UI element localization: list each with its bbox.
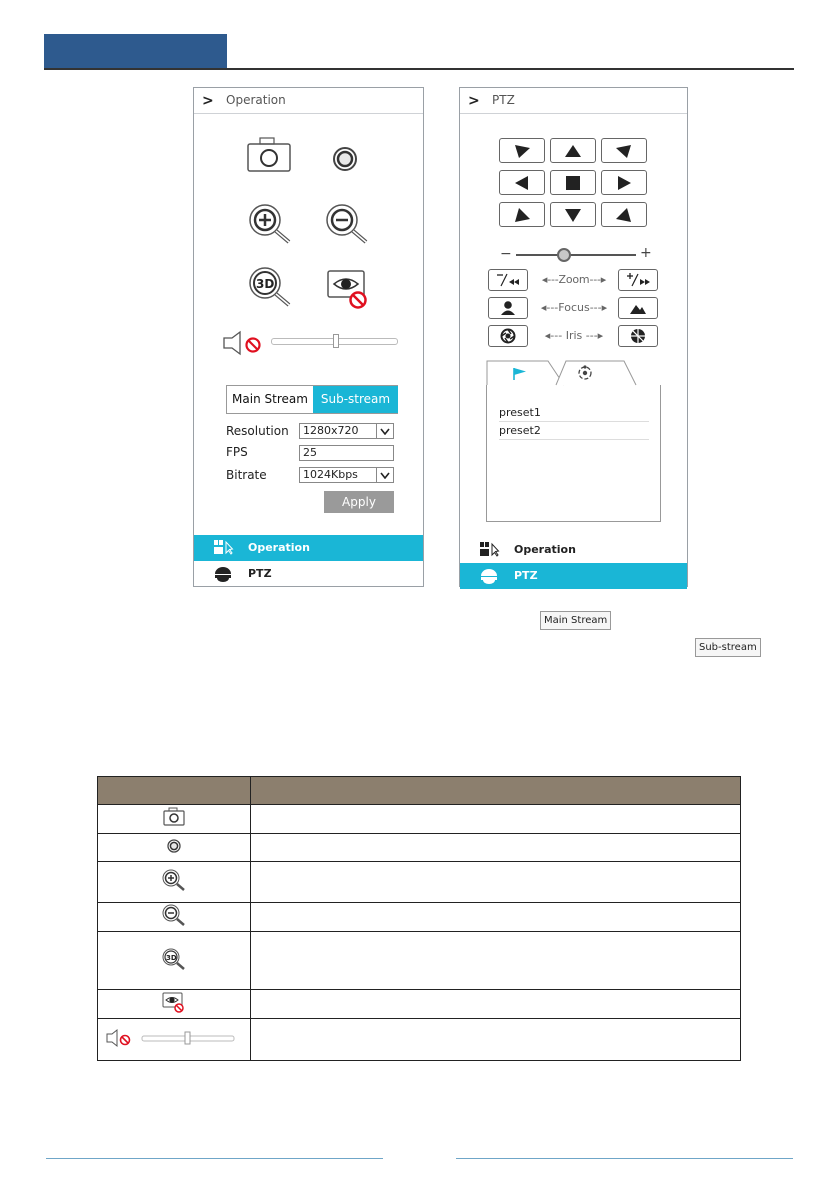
table-desc-cell <box>251 932 741 990</box>
main-stream-inline-button: Main Stream <box>540 611 611 630</box>
plus-icon: + <box>640 245 652 261</box>
table-icon-cell <box>98 862 251 903</box>
nav-ptz[interactable] <box>460 563 687 589</box>
volume-mute-icon[interactable] <box>222 330 266 360</box>
operation-panel <box>193 87 424 587</box>
focus-near-button[interactable] <box>488 297 528 319</box>
nav-operation-label: Operation <box>248 541 310 554</box>
nav-ptz-label: PTZ <box>248 567 272 580</box>
ptz-left-button[interactable] <box>499 170 545 195</box>
table-icon-cell <box>98 990 251 1019</box>
bitrate-label: Bitrate <box>226 468 267 482</box>
flag-icon[interactable] <box>512 366 528 385</box>
table-row <box>98 903 741 932</box>
tab-sub-stream[interactable]: Sub-stream <box>313 386 398 413</box>
focus-far-button[interactable] <box>618 297 658 319</box>
chevron-right-icon: > <box>468 93 480 109</box>
ptz-right-button[interactable] <box>601 170 647 195</box>
header-bar <box>44 34 227 69</box>
bitrate-value: 1024Kbps <box>303 468 358 481</box>
zoom-out-button[interactable] <box>488 269 528 291</box>
ptz-stop-button[interactable] <box>550 170 596 195</box>
nav-operation-label: Operation <box>514 543 576 556</box>
focus-row-label: ◂---Focus---▸ <box>540 301 608 314</box>
svg-text:3D: 3D <box>166 953 177 962</box>
table-icon-cell <box>98 834 251 862</box>
table-header-row <box>98 777 741 805</box>
chevron-down-icon <box>376 468 393 482</box>
iris-row-label: ◂--- Iris ---▸ <box>544 329 604 342</box>
table-desc-cell <box>251 862 741 903</box>
operation-panel-header[interactable] <box>194 88 423 114</box>
operation-panel-title: Operation <box>226 93 286 107</box>
zoom-out-icon <box>161 903 187 927</box>
3d-zoom-icon[interactable] <box>247 265 297 313</box>
nav-operation[interactable] <box>194 535 423 561</box>
iris-label: Iris <box>565 329 583 342</box>
resolution-value: 1280x720 <box>303 424 359 437</box>
table-icon-cell <box>98 932 251 990</box>
cursor-grid-icon <box>214 540 234 558</box>
cursor-grid-icon <box>480 542 500 560</box>
table-desc-cell <box>251 903 741 932</box>
table-icon-cell <box>98 1019 251 1061</box>
preset-list <box>486 385 661 522</box>
fps-input[interactable]: 25 <box>299 445 394 461</box>
zoom-in-button[interactable] <box>618 269 658 291</box>
table-icon-cell <box>98 805 251 834</box>
table-row <box>98 990 741 1019</box>
ptz-panel-header[interactable] <box>460 88 687 114</box>
volume-slider[interactable] <box>271 338 398 345</box>
ptz-down-button[interactable] <box>550 202 596 227</box>
nav-ptz-label: PTZ <box>514 569 538 582</box>
footer-rule-right <box>456 1158 793 1159</box>
ptz-speed-thumb[interactable] <box>557 248 571 262</box>
original-proportion-icon[interactable] <box>326 268 370 314</box>
minus-icon: − <box>500 246 512 262</box>
iris-close-button[interactable] <box>488 325 528 347</box>
zoom-in-icon[interactable] <box>247 202 297 250</box>
footer-rule-left <box>46 1158 383 1159</box>
svg-text:3D: 3D <box>256 277 275 291</box>
table-row <box>98 834 741 862</box>
snapshot-icon <box>162 807 186 827</box>
nav-operation[interactable] <box>460 537 687 563</box>
bitrate-select[interactable] <box>299 467 394 483</box>
table-row <box>98 1019 741 1061</box>
original-proportion-icon <box>162 991 186 1013</box>
stream-tabs <box>226 385 398 414</box>
chevron-down-icon <box>376 424 393 438</box>
table-header-cell <box>251 777 741 805</box>
iris-open-button[interactable] <box>618 325 658 347</box>
ptz-down-left-button[interactable] <box>499 202 545 227</box>
cruise-icon[interactable] <box>577 365 593 385</box>
focus-label: Focus <box>558 301 590 314</box>
record-icon[interactable] <box>330 145 360 179</box>
icon-description-table <box>97 776 741 1061</box>
apply-button[interactable]: Apply <box>324 491 394 513</box>
ptz-down-right-button[interactable] <box>601 202 647 227</box>
ptz-speed-slider[interactable] <box>516 254 636 256</box>
zoom-out-icon[interactable] <box>324 202 374 250</box>
zoom-row-label: ◂---Zoom---▸ <box>541 273 607 286</box>
resolution-select[interactable] <box>299 423 394 439</box>
table-row <box>98 805 741 834</box>
ptz-panel <box>459 87 688 587</box>
snapshot-icon[interactable] <box>246 136 292 178</box>
sub-stream-inline-button: Sub-stream <box>695 638 761 657</box>
dome-camera-icon <box>480 568 498 587</box>
table-desc-cell <box>251 1019 741 1061</box>
zoom-label: Zoom <box>558 273 590 286</box>
table-row <box>98 862 741 903</box>
table-desc-cell <box>251 990 741 1019</box>
tab-main-stream[interactable]: Main Stream <box>232 392 308 406</box>
table-icon-cell <box>98 903 251 932</box>
nav-ptz[interactable] <box>194 561 423 587</box>
table-row <box>98 932 741 990</box>
table-header-cell <box>98 777 251 805</box>
ptz-panel-title: PTZ <box>492 93 515 107</box>
zoom-in-icon <box>161 868 187 892</box>
preset-item[interactable]: preset2 <box>499 422 649 440</box>
ptz-up-left-button[interactable] <box>499 138 545 163</box>
volume-control-icon <box>106 1027 242 1049</box>
record-icon <box>166 838 182 854</box>
table-desc-cell <box>251 834 741 862</box>
table-desc-cell <box>251 805 741 834</box>
dome-camera-icon <box>214 566 232 585</box>
ptz-up-button[interactable] <box>550 138 596 163</box>
fps-label: FPS <box>226 445 248 459</box>
ptz-up-right-button[interactable] <box>601 138 647 163</box>
preset-item[interactable]: preset1 <box>499 404 649 422</box>
chevron-right-icon: > <box>202 93 214 109</box>
resolution-label: Resolution <box>226 424 289 438</box>
volume-slider-thumb[interactable] <box>333 334 339 348</box>
header-rule <box>44 68 794 70</box>
3d-zoom-icon <box>161 947 187 971</box>
